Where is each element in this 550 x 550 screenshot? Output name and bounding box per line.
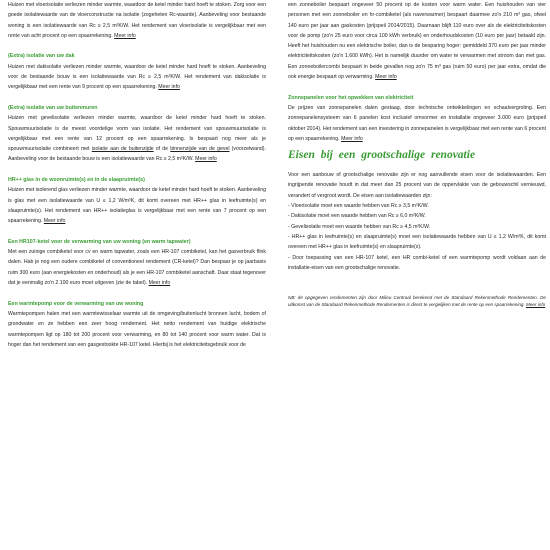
boiler-paragraph: Met een zuinige combiketel voor cv en warm tapwater, zoals een HR-107 combiketel, kan het gasverbruik flink dalen. Hab je nog een oudere combiketel of conventioneel rendement (CR-ketel)? Dan bespaar je op jaarbasis ruim 300 euro (aan energiekosten en onderhoud) als je een HR-107 combiketel aanschaft. Daar staat tegenover dat je eenmalig zo'n 2.100 euro moet uitgeven (zie de tabel). Meer info <box>8 249 266 287</box>
requirement-item: - Dakisolatie moet een waarde hebben van Rc ≥ 6,0 m²K/W. <box>288 213 426 220</box>
requirement-item: - Door toepassing van een HR-107 ketel, een HR combi-ketel of een warmtepomp wordt voldaan aan de installatie-eisen van een grootschalige renovatie. <box>288 254 546 271</box>
requirement-item: - Vloerisolatie moet een waarde hebben van Rc ≥ 3,5 m²K/W. <box>288 203 429 210</box>
inside-wall-link[interactable]: binnenzijde van de gevel <box>170 146 230 153</box>
renovation-requirements-heading: Eisen bij een grootschalige renovatie <box>288 149 476 162</box>
wall-insulation-paragraph: Huizen met gevelisolatie verliezen minder warmte, waardoor de ketel minder hard hoeft te stoken. Spouwmuurisolatie is de meest voordelige vorm van isolatie. Het rendement van spouwmuurisolatie is vergelijkbaar met een rente van 12 procent op een spaarrekening. Is bespaart nog meer als je spouwmuurisolatie combineert met isolatie aan de buitenzijde of de binnenzijde van de gevel (voorzetwand). Aanbeveling voor de bestaande bouw is een isolatiewaarde van Rc ≥ 2,5 m²K/W. Meer info <box>8 115 266 163</box>
more-info-link[interactable]: Meer info <box>526 301 546 307</box>
renovation-requirements-paragraph: Voor een aanbouw of grootschalige renovatie zijn er nog aanvullende eisen voor de isolatiewaarden. Een ingrijpende renovatie houdt in dat meer dan 25 procent van de oppervlakte van de gebouwschil vernieuwd, verandert of vergroot wordt. De eisen aan isolatiewaarden zijn: <box>288 172 546 199</box>
solar-boiler-paragraph: een zonneboiler bespaart ongeveer 50 procent op de kosten voor warm water. Een huishouden van vier personen met een zonneboiler en hr-combiketel (als naverwarmer) bespaart daarmee zo'n 210 m³ gas, ofwel 140 euro per jaar aan gaskosten (prijspeil 2014/2015). Daarnaan blijft 110 euro over als de elektriciteitskosten voor de pomp (zo'n 25 euro voor circa 100 kWh verbruik) en onderhoudskosten (10 euro per jaar) betaald zijn. Heeft het huishouden nu een elektrische boiler, dan is de besparing hoger: gemiddeld 370 euro per jaar minder elektriciteitskosten (zo'n 1.600 kWh). Het is namelijk duurder om water te verwarmen met stroom dan met gas. Een zonneboilercombi bespaart in beide gevallen nog zo'n 75 m³ gas (ruim 50 euro) per jaar extra, omdat die ook energie bespaart op verwarming. Meer info <box>288 2 546 81</box>
requirement-item: - HR++ glas in leefruimte(s) en slaapruimte(s) moet een isolatiewaarde hebben van U ≤ 1,2 W/m²K, dit komt overeen met HR++ glas in leefruimte(s) en slaapruimte(s). <box>288 233 546 251</box>
floor-insulation-paragraph: Huizen met vloerisolatie verliezen minder warmte, waardoor de ketel minder hard hoeft te stoken. Zorg voor een goede isolatiewaarde van de vloerconstructie na isolatie (zogeheten Rc-waarde). Aanbeveling voor bestaande woning is een isolatiewaarde van Rc ≥ 2,5 m²K/W. Het rendement van vloerisolatie is vergelijkbaar met een rente van acht procent op een spaarrekening. Meer info <box>8 2 266 39</box>
more-info-link[interactable]: Meer info <box>158 84 180 91</box>
roof-insulation-paragraph: Huizen met dakisolatie verliezen minder warmte, waardoor de ketel minder hard hoeft te stoken. Aanbeveling voor de bestaande bouw is een isolatiewaarde van Rc ≥ 2,5 m²K/W. Het rendement van dakisolatie is vergelijkbaar met een rente van 9 procent op een spaarrekening. Meer info <box>8 63 266 91</box>
solar-panels-heading: Zonnepanelen voor het opwekken van elektriciteit <box>288 94 414 101</box>
more-info-link[interactable]: Meer info <box>43 218 66 225</box>
more-info-link[interactable]: Meer info <box>148 280 171 287</box>
solar-panels-paragraph: De prijzen van zonnepanelen dalen gestaag, door technische ontwikkelingen en schaalvergroting. Een zonnepanelensysteem van 6 panelen kost inclusief omvormer en installatie ongeveer 3.000 euro (prijspeil oktober 2014). Het rendement van een investering in zonnepanelen is vergelijkbaar met een rente van 6 procent op een spaarrekening. Meer info <box>288 104 546 142</box>
footnote: NB: de opgegeven rendementen zijn door Milieu Centraal berekend met de Standaard Rekenmethode Rendementen. De uitkomst van de Standaard Rekenmethode Rendementen is direct te vergelijken met de rente op een spaarrekening. Meer info <box>288 294 546 307</box>
more-info-link[interactable]: Meer info <box>195 156 217 163</box>
more-info-link[interactable]: Meer info <box>341 135 363 142</box>
requirement-item: - Gevelisolatie moet een waarde hebben van Rc ≥ 4,5 m²K/W. <box>288 223 431 230</box>
boiler-heading: Een HR107-ketel voor de verwarming van uw woning (en warm tapwater) <box>8 238 191 245</box>
wall-insulation-heading: (Extra) isolatie van uw buitenmuren <box>8 104 98 111</box>
more-info-link[interactable]: Meer info <box>375 74 397 81</box>
heat-pump-heading: Een warmtepomp voor de verwarming van uw woning <box>8 300 144 307</box>
right-column <box>288 0 546 308</box>
heat-pump-paragraph: Warmtepompen halen met een warmtewisselaar warmte uit de omgeving/buitenlucht bronnen lucht, bodem of grondwater en ze hebben een zeer hoog rendement. Het netto rendement van huidige elektrische warmtepompen ligt op 180 tot 200 procent voor verwarming, en 80 tot 140 procent voor warm water. Dat is hoger dan het rendement van een gasgestookte HR-107 ketel. Hierbij is het elektriciteitsgebruik voor de <box>8 310 266 348</box>
left-column <box>8 0 266 350</box>
glass-heading: HR++ glas in de woonruimte(s) en in de slaapruimte(s) <box>8 177 145 184</box>
outside-insulation-link[interactable]: isolatie aan de buitenzijde <box>91 146 154 153</box>
glass-paragraph: Huizen met isolerend glas verliezen minder warmte, waardoor de ketel minder hard hoeft te stoken. Aanbeveling is glas met een isolatiewaarde van U ≤ 1,2 W/m²K, dit komt overeen met HR++ glas in leefruimte(s) en slaapruimte(s). Het rendement van HR++ isolatieglas is vergelijkbaar met een rente van 7 procent op een spaarrekening. Meer info <box>8 187 266 225</box>
roof-insulation-heading: (Extra) isolatie van uw dak <box>8 53 75 60</box>
more-info-link[interactable]: Meer info <box>114 32 136 39</box>
